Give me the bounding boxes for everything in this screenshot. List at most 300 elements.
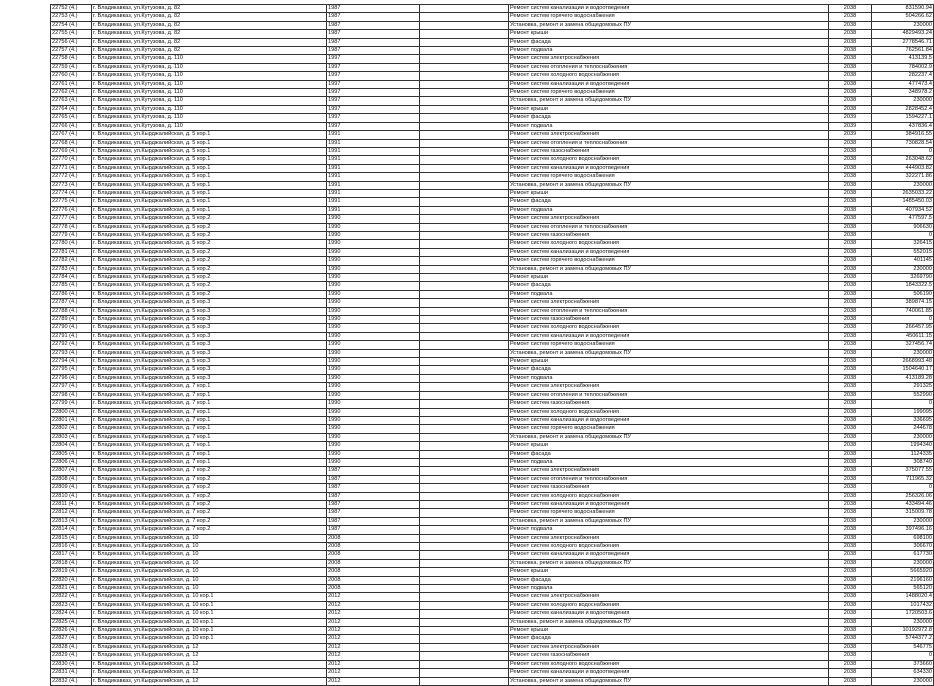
empty-cell	[420, 5, 509, 13]
year-built-cell: 1990	[327, 324, 420, 332]
planned-year-cell: 2038	[829, 551, 872, 559]
cost-cell: 2196160	[872, 576, 934, 584]
row-id-cell: 22814 (4.)	[51, 526, 92, 534]
row-id-cell: 22793 (4.)	[51, 349, 92, 357]
address-cell: г. Владикавказ, ул.Кырджалийская, д. 7 кор.1	[92, 450, 327, 458]
work-type-cell: Ремонт систем канализации и водоотведения	[509, 332, 829, 340]
table-row	[51, 433, 934, 441]
row-id-cell: 22778 (4.)	[51, 223, 92, 231]
empty-cell	[420, 509, 509, 517]
address-cell: г. Владикавказ, ул.Кырджалийская, д. 5 кор.3	[92, 332, 327, 340]
planned-year-cell: 2039	[829, 114, 872, 122]
cost-cell: 291325	[872, 383, 934, 391]
row-id-cell: 22787 (4.)	[51, 299, 92, 307]
row-id-cell: 22810 (4.)	[51, 492, 92, 500]
year-built-cell: 1987	[327, 13, 420, 21]
address-cell: г. Владикавказ, ул.Кутузова, д. 110	[92, 55, 327, 63]
work-type-cell: Ремонт крыши	[509, 274, 829, 282]
row-id-cell: 22753 (4.)	[51, 13, 92, 21]
year-built-cell: 1990	[327, 416, 420, 424]
work-type-cell: Ремонт систем холодного водоснабжения	[509, 156, 829, 164]
table-row	[51, 38, 934, 46]
table-row	[51, 400, 934, 408]
work-type-cell: Ремонт подвала	[509, 458, 829, 466]
planned-year-cell: 2038	[829, 265, 872, 273]
row-id-cell: 22795 (4.)	[51, 366, 92, 374]
row-id-cell: 22796 (4.)	[51, 374, 92, 382]
empty-cell	[420, 38, 509, 46]
cost-cell: 433494.46	[872, 500, 934, 508]
work-type-cell: Ремонт систем газоснабжения	[509, 652, 829, 660]
year-built-cell: 2012	[327, 593, 420, 601]
work-type-cell: Ремонт систем горячего водоснабжения	[509, 341, 829, 349]
cost-cell: 199095	[872, 408, 934, 416]
work-type-cell: Ремонт крыши	[509, 627, 829, 635]
cost-cell: 230000	[872, 433, 934, 441]
row-id-cell: 22776 (4.)	[51, 206, 92, 214]
empty-cell	[420, 374, 509, 382]
work-type-cell: Ремонт крыши	[509, 30, 829, 38]
address-cell: г. Владикавказ, ул.Кутузова, д. 110	[92, 97, 327, 105]
cost-cell: 263048.62	[872, 156, 934, 164]
cost-cell: 730828.54	[872, 139, 934, 147]
table-row	[51, 265, 934, 273]
address-cell: г. Владикавказ, ул.Кырджалийская, д. 5 кор.2	[92, 215, 327, 223]
planned-year-cell: 2038	[829, 38, 872, 46]
planned-year-cell: 2038	[829, 618, 872, 626]
work-type-cell: Установка, ремонт и замена общедомовых ПУ	[509, 618, 829, 626]
year-built-cell: 1990	[327, 374, 420, 382]
work-type-cell: Ремонт подвала	[509, 585, 829, 593]
planned-year-cell: 2038	[829, 156, 872, 164]
work-type-cell: Ремонт крыши	[509, 358, 829, 366]
work-type-cell: Ремонт систем электроснабжения	[509, 215, 829, 223]
empty-cell	[420, 282, 509, 290]
cost-cell: 506190	[872, 290, 934, 298]
table-row	[51, 660, 934, 668]
table-row	[51, 374, 934, 382]
address-cell: г. Владикавказ, ул.Кырджалийская, д. 5 кор.1	[92, 206, 327, 214]
cost-cell: 282237.4	[872, 72, 934, 80]
planned-year-cell: 2038	[829, 189, 872, 197]
year-built-cell: 2012	[327, 669, 420, 677]
empty-cell	[420, 416, 509, 424]
empty-cell	[420, 484, 509, 492]
empty-cell	[420, 543, 509, 551]
address-cell: г. Владикавказ, ул.Кырджалийская, д. 7 кор.2	[92, 475, 327, 483]
table-row	[51, 618, 934, 626]
empty-cell	[420, 274, 509, 282]
empty-cell	[420, 156, 509, 164]
row-id-cell: 22777 (4.)	[51, 215, 92, 223]
table-row	[51, 215, 934, 223]
cost-cell: 230000	[872, 97, 934, 105]
row-id-cell: 22775 (4.)	[51, 198, 92, 206]
empty-cell	[420, 215, 509, 223]
work-type-cell: Ремонт систем холодного водоснабжения	[509, 601, 829, 609]
address-cell: г. Владикавказ, ул.Кырджалийская, д. 5 кор.1	[92, 173, 327, 181]
planned-year-cell: 2039	[829, 122, 872, 130]
cost-cell: 384916.55	[872, 131, 934, 139]
empty-cell	[420, 47, 509, 55]
table-row	[51, 240, 934, 248]
row-id-cell: 22758 (4.)	[51, 55, 92, 63]
planned-year-cell: 2038	[829, 240, 872, 248]
year-built-cell: 2012	[327, 618, 420, 626]
work-type-cell: Ремонт систем холодного водоснабжения	[509, 240, 829, 248]
table-row	[51, 13, 934, 21]
row-id-cell: 22798 (4.)	[51, 391, 92, 399]
empty-cell	[420, 131, 509, 139]
work-type-cell: Ремонт систем газоснабжения	[509, 231, 829, 239]
cost-cell: 336695	[872, 416, 934, 424]
cost-cell: 256326.06	[872, 492, 934, 500]
work-type-cell: Ремонт систем холодного водоснабжения	[509, 324, 829, 332]
work-type-cell: Ремонт подвала	[509, 206, 829, 214]
table-row	[51, 442, 934, 450]
planned-year-cell: 2038	[829, 299, 872, 307]
address-cell: г. Владикавказ, ул.Кырджалийская, д. 12	[92, 652, 327, 660]
year-built-cell: 1990	[327, 358, 420, 366]
row-id-cell: 22824 (4.)	[51, 610, 92, 618]
work-type-cell: Ремонт систем горячего водоснабжения	[509, 173, 829, 181]
year-built-cell: 1987	[327, 484, 420, 492]
cost-cell: 230000	[872, 265, 934, 273]
work-type-cell: Ремонт систем электроснабжения	[509, 467, 829, 475]
planned-year-cell: 2038	[829, 383, 872, 391]
cost-cell: 375077.55	[872, 467, 934, 475]
year-built-cell: 1997	[327, 63, 420, 71]
table-row	[51, 568, 934, 576]
address-cell: г. Владикавказ, ул.Кутузова, д. 82	[92, 30, 327, 38]
empty-cell	[420, 30, 509, 38]
empty-cell	[420, 105, 509, 113]
row-id-cell: 22772 (4.)	[51, 173, 92, 181]
cost-cell: 552990	[872, 391, 934, 399]
planned-year-cell: 2038	[829, 89, 872, 97]
cost-cell: 0	[872, 652, 934, 660]
empty-cell	[420, 173, 509, 181]
row-id-cell: 22764 (4.)	[51, 105, 92, 113]
row-id-cell: 22770 (4.)	[51, 156, 92, 164]
year-built-cell: 1987	[327, 509, 420, 517]
row-id-cell: 22826 (4.)	[51, 627, 92, 635]
year-built-cell: 1990	[327, 299, 420, 307]
empty-cell	[420, 442, 509, 450]
register-sheet	[50, 4, 932, 686]
table-row	[51, 21, 934, 29]
address-cell: г. Владикавказ, ул.Кырджалийская, д. 5 кор.2	[92, 257, 327, 265]
address-cell: г. Владикавказ, ул.Кырджалийская, д. 5 кор.1	[92, 164, 327, 172]
year-built-cell: 1987	[327, 526, 420, 534]
empty-cell	[420, 290, 509, 298]
address-cell: г. Владикавказ, ул.Кырджалийская, д. 10	[92, 576, 327, 584]
year-built-cell: 2012	[327, 627, 420, 635]
row-id-cell: 22760 (4.)	[51, 72, 92, 80]
work-type-cell: Ремонт крыши	[509, 105, 829, 113]
address-cell: г. Владикавказ, ул.Кутузова, д. 110	[92, 105, 327, 113]
planned-year-cell: 2038	[829, 576, 872, 584]
work-type-cell: Ремонт систем холодного водоснабжения	[509, 408, 829, 416]
address-cell: г. Владикавказ, ул.Кырджалийская, д. 5 кор.3	[92, 374, 327, 382]
empty-cell	[420, 475, 509, 483]
planned-year-cell: 2038	[829, 610, 872, 618]
work-type-cell: Ремонт фасада	[509, 576, 829, 584]
cost-cell: 230000	[872, 618, 934, 626]
row-id-cell: 22785 (4.)	[51, 282, 92, 290]
planned-year-cell: 2038	[829, 290, 872, 298]
planned-year-cell: 2038	[829, 324, 872, 332]
year-built-cell: 1991	[327, 139, 420, 147]
work-type-cell: Ремонт подвала	[509, 122, 829, 130]
year-built-cell: 1990	[327, 282, 420, 290]
year-built-cell: 2008	[327, 585, 420, 593]
cost-cell: 0	[872, 147, 934, 155]
year-built-cell: 1990	[327, 442, 420, 450]
empty-cell	[420, 383, 509, 391]
table-row	[51, 408, 934, 416]
cost-cell: 315009.78	[872, 509, 934, 517]
table-row	[51, 366, 934, 374]
table-row	[51, 467, 934, 475]
year-built-cell: 1991	[327, 147, 420, 155]
cost-cell: 698100	[872, 534, 934, 542]
year-built-cell: 1987	[327, 475, 420, 483]
work-type-cell: Установка, ремонт и замена общедомовых ПУ	[509, 677, 829, 685]
table-row	[51, 189, 934, 197]
year-built-cell: 1997	[327, 97, 420, 105]
cost-cell: 477597.5	[872, 215, 934, 223]
row-id-cell: 22786 (4.)	[51, 290, 92, 298]
table-row	[51, 72, 934, 80]
empty-cell	[420, 63, 509, 71]
row-id-cell: 22820 (4.)	[51, 576, 92, 584]
empty-cell	[420, 568, 509, 576]
planned-year-cell: 2038	[829, 400, 872, 408]
cost-cell: 450611.15	[872, 332, 934, 340]
work-type-cell: Установка, ремонт и замена общедомовых ПУ	[509, 433, 829, 441]
table-row	[51, 475, 934, 483]
cost-cell: 401145	[872, 257, 934, 265]
row-id-cell: 22769 (4.)	[51, 147, 92, 155]
empty-cell	[420, 316, 509, 324]
work-type-cell: Ремонт фасада	[509, 38, 829, 46]
empty-cell	[420, 677, 509, 685]
planned-year-cell: 2038	[829, 450, 872, 458]
row-id-cell: 22762 (4.)	[51, 89, 92, 97]
row-id-cell: 22779 (4.)	[51, 231, 92, 239]
planned-year-cell: 2038	[829, 442, 872, 450]
cost-cell: 762561.84	[872, 47, 934, 55]
year-built-cell: 1991	[327, 198, 420, 206]
work-type-cell: Ремонт систем канализации и водоотведения	[509, 80, 829, 88]
cost-cell: 906630	[872, 223, 934, 231]
cost-cell: 230000	[872, 517, 934, 525]
address-cell: г. Владикавказ, ул.Кырджалийская, д. 7 кор.1	[92, 400, 327, 408]
year-built-cell: 1987	[327, 21, 420, 29]
empty-cell	[420, 391, 509, 399]
work-type-cell: Ремонт систем горячего водоснабжения	[509, 13, 829, 21]
address-cell: г. Владикавказ, ул.Кырджалийская, д. 10 кор.1	[92, 635, 327, 643]
address-cell: г. Владикавказ, ул.Кырджалийская, д. 5 кор.2	[92, 274, 327, 282]
year-built-cell: 1990	[327, 248, 420, 256]
cost-cell: 831590.94	[872, 5, 934, 13]
row-id-cell: 22790 (4.)	[51, 324, 92, 332]
planned-year-cell: 2038	[829, 467, 872, 475]
year-built-cell: 1997	[327, 80, 420, 88]
planned-year-cell: 2038	[829, 30, 872, 38]
cost-cell: 373660	[872, 660, 934, 668]
row-id-cell: 22831 (4.)	[51, 669, 92, 677]
row-id-cell: 22763 (4.)	[51, 97, 92, 105]
table-row	[51, 450, 934, 458]
year-built-cell: 1990	[327, 223, 420, 231]
row-id-cell: 22811 (4.)	[51, 500, 92, 508]
row-id-cell: 22756 (4.)	[51, 38, 92, 46]
work-type-cell: Установка, ремонт и замена общедомовых ПУ	[509, 265, 829, 273]
planned-year-cell: 2038	[829, 47, 872, 55]
address-cell: г. Владикавказ, ул.Кырджалийская, д. 5 кор.1	[92, 181, 327, 189]
address-cell: г. Владикавказ, ул.Кырджалийская, д. 10 кор.1	[92, 593, 327, 601]
table-row	[51, 576, 934, 584]
work-type-cell: Установка, ремонт и замена общедомовых ПУ	[509, 517, 829, 525]
row-id-cell: 22791 (4.)	[51, 332, 92, 340]
work-type-cell: Ремонт крыши	[509, 568, 829, 576]
empty-cell	[420, 299, 509, 307]
address-cell: г. Владикавказ, ул.Кырджалийская, д. 5 кор.3	[92, 316, 327, 324]
empty-cell	[420, 349, 509, 357]
table-row	[51, 114, 934, 122]
table-row	[51, 257, 934, 265]
address-cell: г. Владикавказ, ул.Кырджалийская, д. 7 кор.2	[92, 467, 327, 475]
cost-cell: 306670	[872, 543, 934, 551]
year-built-cell: 1987	[327, 492, 420, 500]
row-id-cell: 22832 (4.)	[51, 677, 92, 685]
year-built-cell: 1990	[327, 408, 420, 416]
planned-year-cell: 2038	[829, 341, 872, 349]
row-id-cell: 22822 (4.)	[51, 593, 92, 601]
cost-cell: 4829493.24	[872, 30, 934, 38]
address-cell: г. Владикавказ, ул.Кырджалийская, д. 5 кор.3	[92, 366, 327, 374]
empty-cell	[420, 610, 509, 618]
address-cell: г. Владикавказ, ул.Кырджалийская, д. 5 кор.1	[92, 156, 327, 164]
empty-cell	[420, 223, 509, 231]
table-row	[51, 383, 934, 391]
work-type-cell: Ремонт фасада	[509, 114, 829, 122]
empty-cell	[420, 122, 509, 130]
row-id-cell: 22809 (4.)	[51, 484, 92, 492]
empty-cell	[420, 601, 509, 609]
empty-cell	[420, 425, 509, 433]
table-row	[51, 652, 934, 660]
planned-year-cell: 2038	[829, 248, 872, 256]
address-cell: г. Владикавказ, ул.Кырджалийская, д. 10	[92, 543, 327, 551]
address-cell: г. Владикавказ, ул.Кырджалийская, д. 7 кор.1	[92, 416, 327, 424]
table-row	[51, 593, 934, 601]
address-cell: г. Владикавказ, ул.Кутузова, д. 82	[92, 47, 327, 55]
address-cell: г. Владикавказ, ул.Кырджалийская, д. 12	[92, 669, 327, 677]
work-type-cell: Ремонт фасада	[509, 282, 829, 290]
year-built-cell: 1991	[327, 189, 420, 197]
work-type-cell: Ремонт систем отопления и теплоснабжения	[509, 139, 829, 147]
planned-year-cell: 2038	[829, 635, 872, 643]
cost-cell: 348978.2	[872, 89, 934, 97]
row-id-cell: 22780 (4.)	[51, 240, 92, 248]
planned-year-cell: 2038	[829, 416, 872, 424]
cost-cell: 327456.74	[872, 341, 934, 349]
work-type-cell: Ремонт систем канализации и водоотведения	[509, 610, 829, 618]
work-type-cell: Ремонт фасада	[509, 198, 829, 206]
planned-year-cell: 2038	[829, 105, 872, 113]
row-id-cell: 22792 (4.)	[51, 341, 92, 349]
planned-year-cell: 2038	[829, 164, 872, 172]
empty-cell	[420, 358, 509, 366]
address-cell: г. Владикавказ, ул.Кырджалийская, д. 7 кор.2	[92, 484, 327, 492]
planned-year-cell: 2038	[829, 500, 872, 508]
year-built-cell: 1991	[327, 173, 420, 181]
row-id-cell: 22784 (4.)	[51, 274, 92, 282]
row-id-cell: 22823 (4.)	[51, 601, 92, 609]
empty-cell	[420, 593, 509, 601]
planned-year-cell: 2038	[829, 257, 872, 265]
row-id-cell: 22817 (4.)	[51, 551, 92, 559]
year-built-cell: 2008	[327, 534, 420, 542]
row-id-cell: 22759 (4.)	[51, 63, 92, 71]
empty-cell	[420, 660, 509, 668]
empty-cell	[420, 257, 509, 265]
table-row	[51, 299, 934, 307]
year-built-cell: 1990	[327, 349, 420, 357]
year-built-cell: 1991	[327, 131, 420, 139]
address-cell: г. Владикавказ, ул.Кырджалийская, д. 7 кор.2	[92, 526, 327, 534]
address-cell: г. Владикавказ, ул.Кырджалийская, д. 5 кор.2	[92, 223, 327, 231]
empty-cell	[420, 458, 509, 466]
cost-cell: 230000	[872, 677, 934, 685]
table-row	[51, 559, 934, 567]
cost-cell: 230000	[872, 559, 934, 567]
table-row	[51, 601, 934, 609]
year-built-cell: 2008	[327, 551, 420, 559]
planned-year-cell: 2038	[829, 332, 872, 340]
cost-cell: 5744377.2	[872, 635, 934, 643]
empty-cell	[420, 341, 509, 349]
work-type-cell: Ремонт систем электроснабжения	[509, 593, 829, 601]
planned-year-cell: 2038	[829, 458, 872, 466]
year-built-cell: 1990	[327, 307, 420, 315]
table-row	[51, 164, 934, 172]
table-row	[51, 47, 934, 55]
address-cell: г. Владикавказ, ул.Кырджалийская, д. 5 кор.3	[92, 299, 327, 307]
address-cell: г. Владикавказ, ул.Кырджалийская, д. 5 кор.3	[92, 307, 327, 315]
cost-cell: 322271.86	[872, 173, 934, 181]
work-type-cell: Ремонт систем канализации и водоотведения	[509, 416, 829, 424]
row-id-cell: 22781 (4.)	[51, 248, 92, 256]
work-type-cell: Ремонт подвала	[509, 526, 829, 534]
cost-cell: 2668993.48	[872, 358, 934, 366]
row-id-cell: 22806 (4.)	[51, 458, 92, 466]
table-row	[51, 89, 934, 97]
address-cell: г. Владикавказ, ул.Кырджалийская, д. 10	[92, 585, 327, 593]
work-type-cell: Ремонт систем газоснабжения	[509, 147, 829, 155]
table-row	[51, 223, 934, 231]
empty-cell	[420, 307, 509, 315]
table-row	[51, 585, 934, 593]
year-built-cell: 1990	[327, 231, 420, 239]
row-id-cell: 22812 (4.)	[51, 509, 92, 517]
planned-year-cell: 2038	[829, 316, 872, 324]
work-type-cell: Ремонт систем канализации и водоотведения	[509, 500, 829, 508]
row-id-cell: 22804 (4.)	[51, 442, 92, 450]
